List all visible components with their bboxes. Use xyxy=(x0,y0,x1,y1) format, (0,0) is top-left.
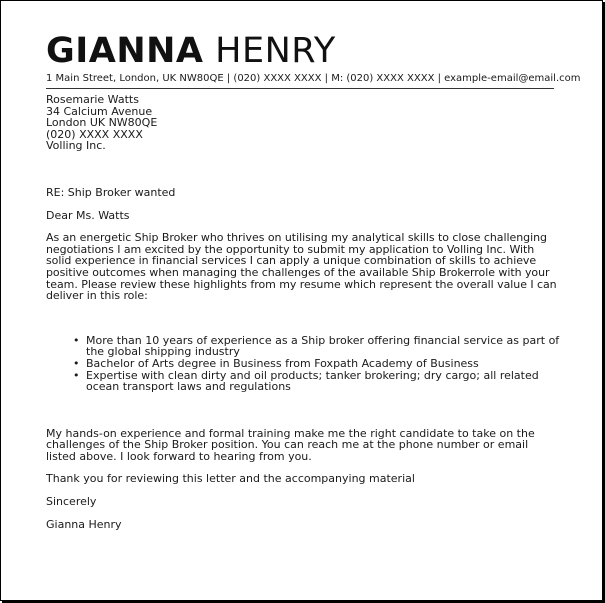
recipient-street: 34 Calcium Avenue xyxy=(46,104,153,118)
thanks-line: Thank you for reviewing this letter and the accompanying material xyxy=(46,472,415,486)
bullet-icon: • xyxy=(73,333,80,347)
closing-paragraph: My hands-on experience and formal training make me the right candidate to take on the challenges of the Ship Broker position. You can reach me at the phone number or email listed above. I look forward to hearing from you. xyxy=(46,426,535,463)
recipient-city: London UK NW80QE xyxy=(46,116,158,130)
contact-line: 1 Main Street, London, UK NW80QE | (020) XXXX XXXX | M: (020) XXXX XXXX | example-email@email.com xyxy=(46,73,581,84)
letter-body xyxy=(46,94,561,530)
subject-line: RE: Ship Broker wanted xyxy=(46,185,176,199)
signoff: Sincerely xyxy=(46,495,97,509)
applicant-first-name: GIANNA xyxy=(46,31,204,71)
intro-paragraph: As an energetic Ship Broker who thrives on utilising my analytical skills to close challenging negotiations I am excited by the opportunity to submit my application to Volling Inc. With solid experience in financial services I can apply a unique combination of skills to achieve positive outcomes when managing the challenges of the available Ship Brokerrole with your team. Please review these highlights from my resume which represent the overall value I can deliver in this role: xyxy=(46,231,557,303)
highlight-text: Bachelor of Arts degree in Business from Foxpath Academy of Business xyxy=(86,356,479,370)
applicant-name xyxy=(46,31,552,71)
salutation: Dear Ms. Watts xyxy=(46,208,130,222)
letterhead xyxy=(46,31,581,89)
bullet-icon: • xyxy=(73,368,80,382)
highlight-text: Expertise with clean dirty and oil products; tanker brokering; dry cargo; all related ocean transport laws and regulations xyxy=(86,368,539,394)
list-item xyxy=(73,368,561,394)
list-item xyxy=(73,333,561,359)
signature-name: Gianna Henry xyxy=(46,517,122,531)
highlight-text: More than 10 years of experience as a Ship broker offering financial service as part of the global shipping industry xyxy=(86,333,560,359)
applicant-last-name: HENRY xyxy=(215,31,336,71)
recipient-phone: (020) XXXX XXXX xyxy=(46,127,143,141)
recipient-address xyxy=(46,94,561,152)
header-divider xyxy=(46,88,554,89)
highlights-list xyxy=(46,335,561,393)
recipient-name: Rosemarie Watts xyxy=(46,93,139,106)
recipient-company: Volling Inc. xyxy=(46,139,106,153)
bullet-icon: • xyxy=(73,356,80,370)
